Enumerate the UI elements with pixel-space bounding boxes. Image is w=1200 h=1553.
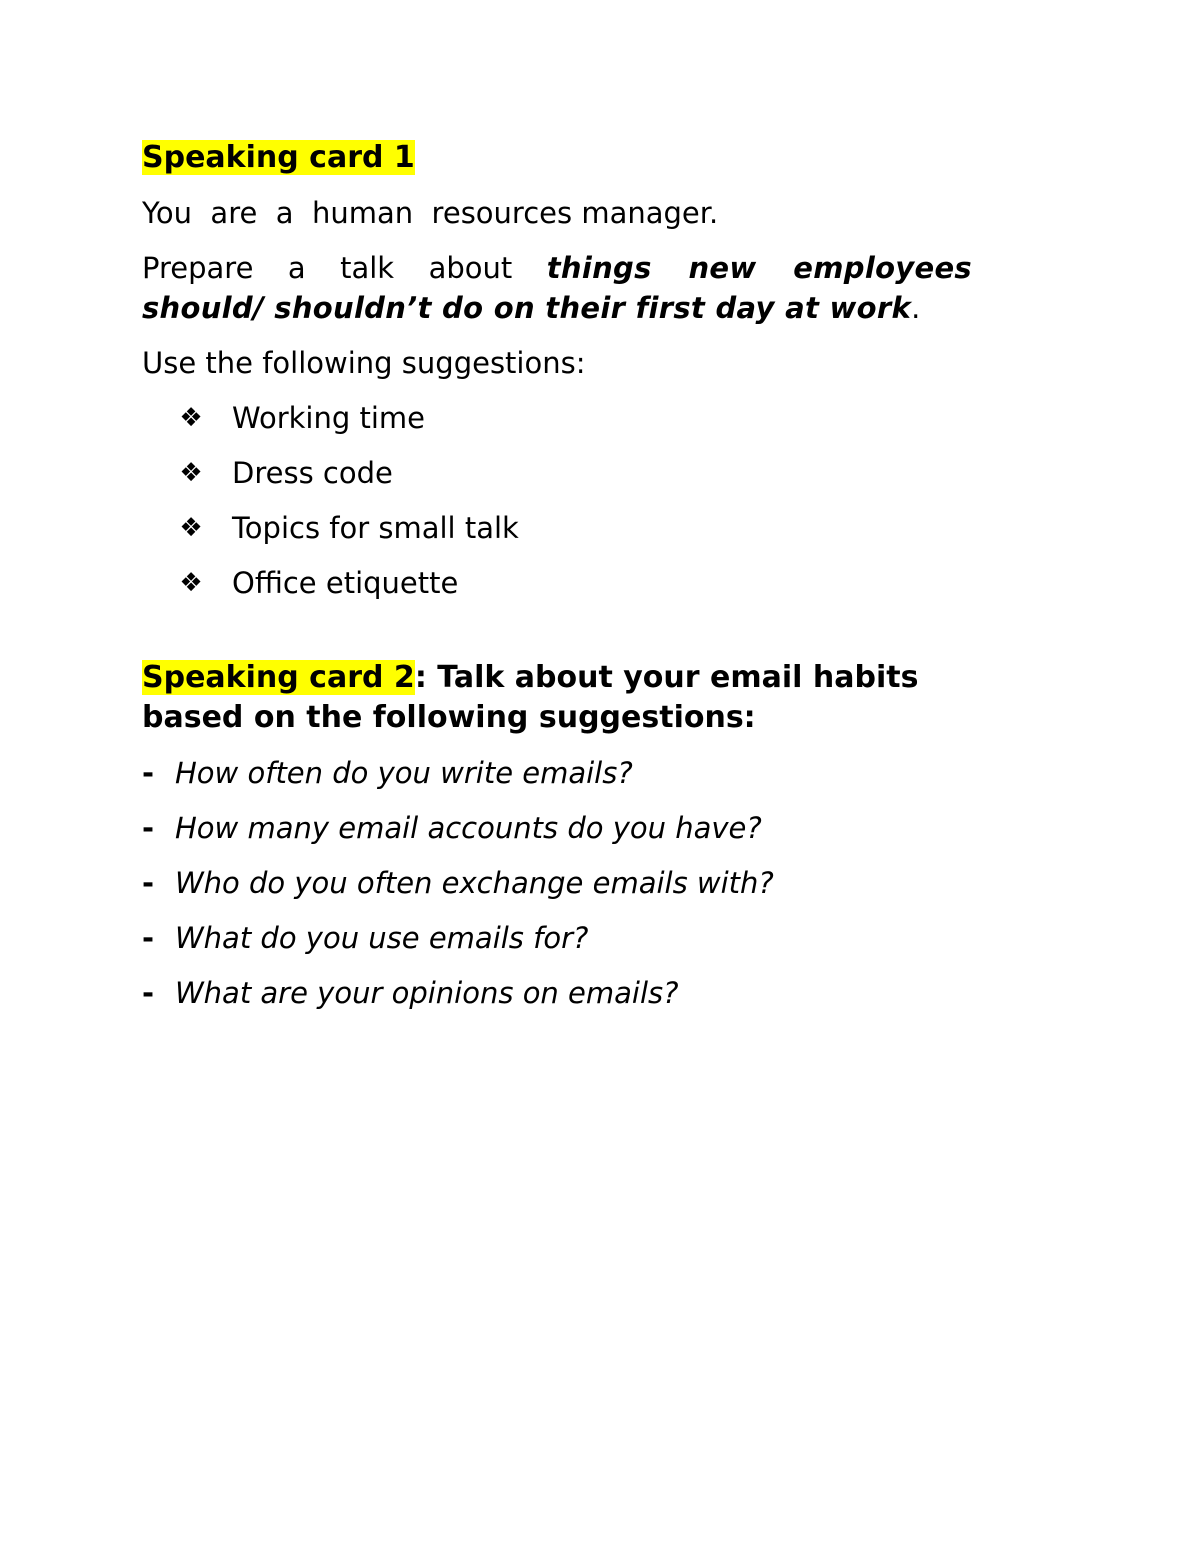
dash-bullet-icon: - [142,921,155,955]
list-item [142,808,972,848]
document-body [142,138,983,1028]
list-item [142,508,972,548]
card1-prepare-emphasis: things new employees should/ shouldn’t do on their first day at work [142,251,983,325]
card1-intro: You are a human resources manager. [142,196,719,230]
suggestion-text: Office etiquette [232,566,459,600]
card1-prepare-suffix: . [911,291,921,325]
section-spacer [142,618,972,658]
diamond-bullet-icon: ❖ [179,568,203,598]
question-text: How many email accounts do you have? [175,811,762,845]
card1-use-line: Use the following suggestions: [142,346,586,380]
card2-title-rest: : Talk about your email habits based on the following suggestions: [142,660,919,735]
dash-bullet-icon: - [142,811,155,845]
card1-suggestion-list [142,398,972,603]
card1-title-highlight: Speaking card 1 [142,140,415,175]
card2-question-list [142,753,972,1013]
card1-prepare-paragraph [142,248,983,328]
question-text: What do you use emails for? [175,921,589,955]
dash-bullet-icon: - [142,976,155,1010]
card1-prepare-prefix: Prepare a talk about [142,251,547,285]
list-item [142,398,972,438]
suggestion-text: Working time [232,401,426,435]
suggestion-text: Topics for small talk [232,511,519,545]
list-item [142,918,972,958]
list-item [142,453,972,493]
list-item [142,973,972,1013]
question-text: How often do you write emails? [175,756,633,790]
diamond-bullet-icon: ❖ [179,403,203,433]
card1-title [142,138,972,178]
suggestion-text: Dress code [232,456,393,490]
card2-heading [142,658,972,738]
diamond-bullet-icon: ❖ [179,458,203,488]
list-item [142,863,972,903]
dash-bullet-icon: - [142,866,155,900]
question-text: Who do you often exchange emails with? [175,866,774,900]
diamond-bullet-icon: ❖ [179,513,203,543]
card2-title-highlight: Speaking card 2 [142,660,415,695]
list-item [142,563,972,603]
question-text: What are your opinions on emails? [175,976,679,1010]
list-item [142,753,972,793]
dash-bullet-icon: - [142,756,155,790]
